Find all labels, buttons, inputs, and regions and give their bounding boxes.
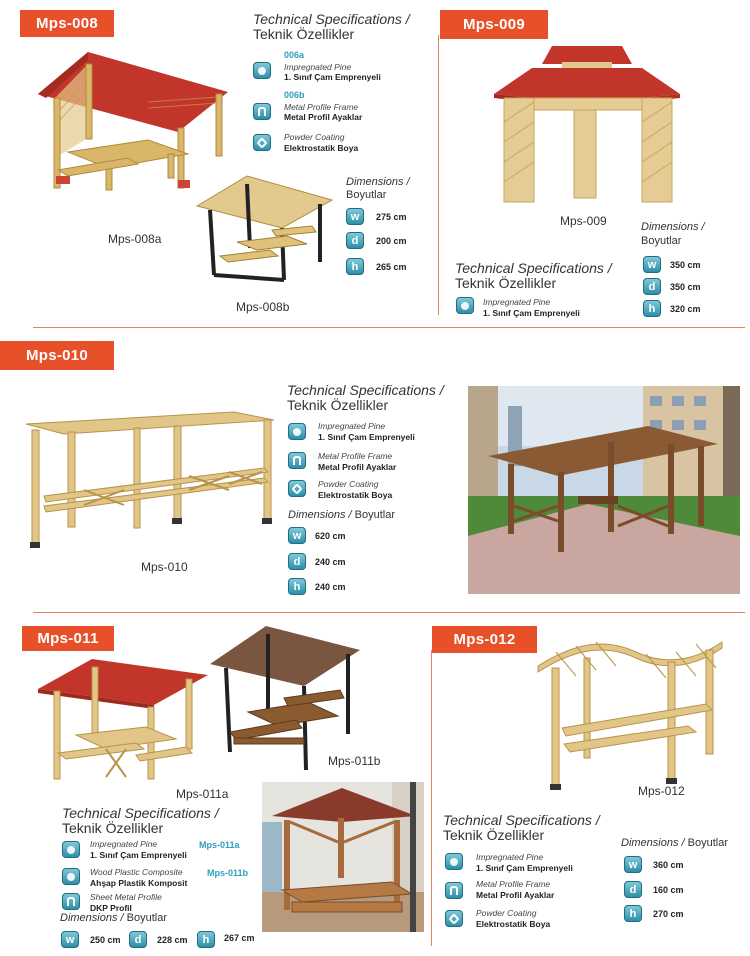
caption-mps-008a: Mps-008a [108,232,162,246]
code-mps-011a: Mps-011a [199,840,240,850]
height-icon: h [643,300,661,317]
dimensions-heading-011 [60,912,167,924]
dimensions-tr: Boyutlar [641,235,682,247]
material-metal-tr: Metal Profil Ayaklar [476,890,555,900]
code-006b: 006b [284,90,305,100]
material-pine-tr: 1. Sınıf Çam Emprenyeli [90,850,187,860]
material-metal-en: Metal Profile Frame [284,102,359,112]
caption-mps-008b: Mps-008b [236,300,290,314]
material-pine-tr: 1. Sınıf Çam Emprenyeli [284,72,381,82]
pine-icon [445,853,463,870]
material-pine-en: Impregnated Pine [318,421,386,431]
product-tag-mps-011: Mps-011 [22,626,114,651]
dimensions-en: Dimensions / [641,221,705,233]
material-wpc-tr: Ahşap Plastik Komposit [90,878,188,888]
width-value-010: 620 cm [315,531,346,541]
gazebo-mps-011a-image [36,655,211,790]
tech-spec-tr: Teknik Özellikler [443,827,545,843]
dimensions-en: Dimensions / [288,509,352,521]
material-powder-tr: Elektrostatik Boya [318,490,393,500]
pine-icon [456,297,474,314]
width-value-009: 350 cm [670,260,701,270]
width-value-012: 360 cm [653,860,684,870]
material-sheet-tr: DKP Profil [90,903,132,913]
dimensions-tr: Boyutlar [354,509,395,521]
tech-spec-en: Technical Specifications / [62,805,219,821]
height-value-009: 320 cm [670,304,701,314]
pergola-mps-010-image [24,410,279,550]
dimensions-heading-008 [346,176,410,202]
sheet-metal-icon [62,893,80,910]
tech-spec-heading-009 [455,261,612,291]
pine-icon [62,841,80,858]
product-tag-mps-008: Mps-008 [20,10,114,37]
dimensions-en: Dimensions / [346,176,410,188]
code-006a: 006a [284,50,305,60]
depth-value-011: 228 cm [157,935,188,945]
caption-mps-009: Mps-009 [560,214,607,228]
depth-icon: d [129,931,147,948]
dimensions-en: Dimensions / [60,912,124,924]
caption-mps-012: Mps-012 [638,784,685,798]
material-pine-en: Impregnated Pine [476,852,544,862]
tech-spec-heading-010 [287,383,444,413]
powder-coating-icon [253,134,271,151]
dimensions-heading-012 [621,837,728,849]
height-icon: h [624,905,642,922]
dimensions-tr: Boyutlar [687,837,728,849]
caption-mps-011b: Mps-011b [328,754,381,768]
divider-1 [33,327,745,328]
metal-profile-icon [445,882,463,899]
width-value-008: 275 cm [376,212,407,222]
depth-icon: d [288,553,306,570]
powder-coating-icon [288,480,306,497]
width-icon: w [624,856,642,873]
divider-vertical-top [438,35,439,315]
material-pine-tr: 1. Sınıf Çam Emprenyeli [483,308,580,318]
height-icon: h [288,578,306,595]
caption-mps-010: Mps-010 [141,560,188,574]
width-icon: w [643,256,661,273]
code-mps-011b: Mps-011b [207,868,249,878]
dimensions-heading-010 [288,509,395,521]
material-pine-en: Impregnated Pine [284,62,352,72]
gazebo-mps-008b-image [192,170,337,285]
tech-spec-en: Technical Specifications / [287,382,444,398]
metal-profile-icon [253,103,271,120]
depth-value-009: 350 cm [670,282,701,292]
gazebo-mps-009-image [492,42,682,212]
depth-icon: d [346,232,364,249]
material-metal-en: Metal Profile Frame [318,451,393,461]
divider-vertical-bottom [431,650,432,946]
height-value-010: 240 cm [315,582,346,592]
material-metal-tr: Metal Profil Ayaklar [284,112,363,122]
width-icon: w [288,527,306,544]
tech-spec-tr: Teknik Özellikler [287,397,389,413]
material-pine-tr: 1. Sınıf Çam Emprenyeli [476,863,573,873]
height-icon: h [197,931,215,948]
material-pine-en: Impregnated Pine [483,297,551,307]
tech-spec-en: Technical Specifications / [455,260,612,276]
divider-2 [33,612,745,613]
installation-photo-mps-010 [468,386,740,594]
depth-icon: d [624,881,642,898]
material-powder-tr: Elektrostatik Boya [284,143,359,153]
dimensions-tr: Boyutlar [346,189,387,201]
pine-icon [288,423,306,440]
height-value-011: 267 cm [224,933,255,943]
width-value-011: 250 cm [90,935,121,945]
product-tag-mps-012: Mps-012 [432,626,537,653]
dimensions-tr: Boyutlar [126,912,167,924]
depth-value-008: 200 cm [376,236,407,246]
pergola-mps-012-image [536,632,726,802]
material-powder-tr: Elektrostatik Boya [476,919,551,929]
depth-value-010: 240 cm [315,557,346,567]
depth-icon: d [643,278,661,295]
material-pine-tr: 1. Sınıf Çam Emprenyeli [318,432,415,442]
metal-profile-icon [288,452,306,469]
product-tag-mps-009: Mps-009 [440,10,548,39]
tech-spec-en: Technical Specifications / [443,812,600,828]
tech-spec-tr: Teknik Özellikler [455,275,557,291]
dimensions-heading-009 [641,220,705,248]
material-powder-en: Powder Coating [284,132,345,142]
tech-spec-tr: Teknik Özellikler [253,26,355,42]
width-icon: w [61,931,79,948]
height-icon: h [346,258,364,275]
material-wpc-en: Wood Plastic Composite [90,867,183,877]
tech-spec-en: Technical Specifications / [253,11,410,27]
material-metal-tr: Metal Profil Ayaklar [318,462,397,472]
depth-value-012: 160 cm [653,885,684,895]
material-sheet-en: Sheet Metal Profile [90,892,162,902]
tech-spec-heading-012 [443,813,600,843]
dimensions-en: Dimensions / [621,837,685,849]
tech-spec-tr: Teknik Özellikler [62,820,164,836]
wood-plastic-icon [62,868,80,885]
material-powder-en: Powder Coating [318,479,379,489]
powder-coating-icon [445,910,463,927]
material-metal-en: Metal Profile Frame [476,879,551,889]
pine-icon [253,62,271,79]
material-pine-en: Impregnated Pine [90,839,158,849]
width-icon: w [346,208,364,225]
height-value-008: 265 cm [376,262,407,272]
tech-spec-heading-008 [253,12,410,42]
height-value-012: 270 cm [653,909,684,919]
tech-spec-heading-011 [62,806,219,836]
caption-mps-011a: Mps-011a [176,787,229,801]
material-powder-en: Powder Coating [476,908,537,918]
installation-photo-mps-011 [262,782,424,932]
product-tag-mps-010: Mps-010 [0,341,114,370]
